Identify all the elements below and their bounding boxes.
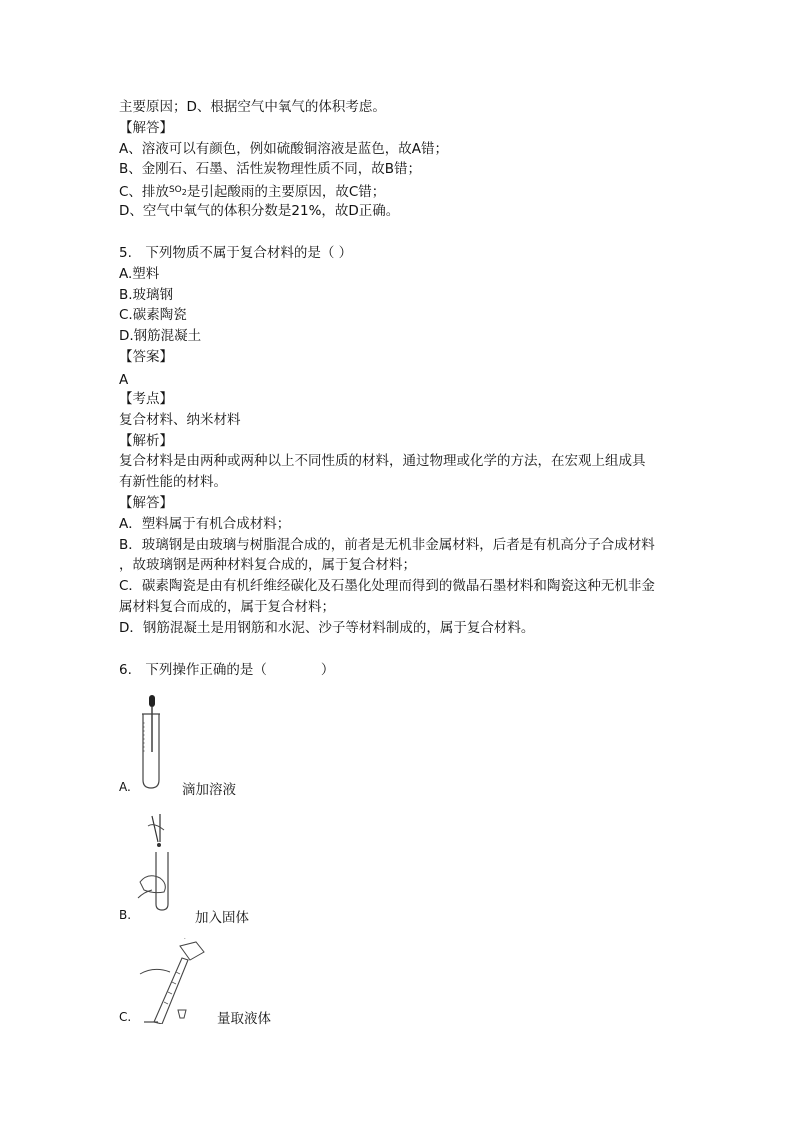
- solution-c-post: 是引起酸雨的主要原因，故C错；: [186, 184, 386, 200]
- q6-option-b-text: 加入固体: [195, 910, 249, 926]
- heading-analysis: 【解析】: [119, 433, 173, 449]
- q5-option-a: A.塑料: [119, 266, 160, 282]
- q6-option-a-text: 滴加溶液: [182, 782, 236, 798]
- heading-answer: 【答案】: [119, 349, 173, 365]
- so2-formula: [169, 184, 187, 200]
- heading-point: 【考点】: [119, 391, 173, 407]
- q6-option-c-text: 量取液体: [217, 1011, 271, 1027]
- solution-b: B、金刚石、石墨、活性炭物理性质不同，故B错；: [119, 161, 422, 177]
- text-line: 主要原因；D、根据空气中氧气的体积考虑。: [119, 99, 386, 115]
- q5-solution-a: A．塑料属于有机合成材料；: [119, 516, 291, 532]
- solution-c-pre: C、排放: [119, 184, 169, 200]
- q5-option-d: D.钢筋混凝土: [119, 328, 202, 344]
- so-symbol: SO: [168, 185, 182, 195]
- question-5-stem: 5. 下列物质不属于复合材料的是（ ）: [119, 245, 353, 261]
- q5-option-c: C.碳素陶瓷: [119, 307, 187, 323]
- q5-option-b: B.玻璃钢: [119, 287, 174, 303]
- question-6-stem: 6. 下列操作正确的是（ ）: [119, 662, 335, 678]
- solution-a: A、溶液可以有颜色，例如硫酸铜溶液是蓝色，故A错；: [119, 141, 448, 157]
- q5-solution-c-1: C．碳素陶瓷是由有机纤维经碳化及石墨化处理而得到的微晶石墨材料和陶瓷这种无机非金: [119, 578, 655, 594]
- q6-option-b-label: B.: [119, 908, 132, 922]
- measuring-cylinder-illustration: [134, 938, 214, 1024]
- dropper-test-tube-illustration: [135, 692, 175, 792]
- q5-solution-b-2: ，故玻璃钢是两种材料复合成的，属于复合材料；: [119, 557, 416, 573]
- so-subscript: 2: [181, 188, 187, 197]
- point-text: 复合材料、纳米材料: [119, 412, 241, 428]
- solution-c: [119, 180, 385, 203]
- analysis-line-2: 有新性能的材料。: [119, 474, 227, 490]
- q6-option-a-label: A.: [119, 780, 131, 794]
- heading-solution: 【解答】: [119, 120, 173, 136]
- q5-solution-c-2: 属材料复合而成的，属于复合材料；: [119, 599, 335, 615]
- analysis-line-1: 复合材料是由两种或两种以上不同性质的材料，通过物理或化学的方法，在宏观上组成具: [119, 453, 646, 469]
- q6-option-c-label: C.: [119, 1010, 132, 1024]
- tweezers-test-tube-illustration: [134, 812, 194, 912]
- q5-solution-d: D．钢筋混凝土是用钢筋和水泥、沙子等材料制成的，属于复合材料。: [119, 620, 535, 636]
- heading-solution: 【解答】: [119, 495, 173, 511]
- answer-value: A: [119, 372, 129, 388]
- solution-d: D、空气中氧气的体积分数是21%，故D正确。: [119, 203, 400, 219]
- q5-solution-b-1: B．玻璃钢是由玻璃与树脂混合成的，前者是无机非金属材料，后者是有机高分子合成材料: [119, 537, 655, 553]
